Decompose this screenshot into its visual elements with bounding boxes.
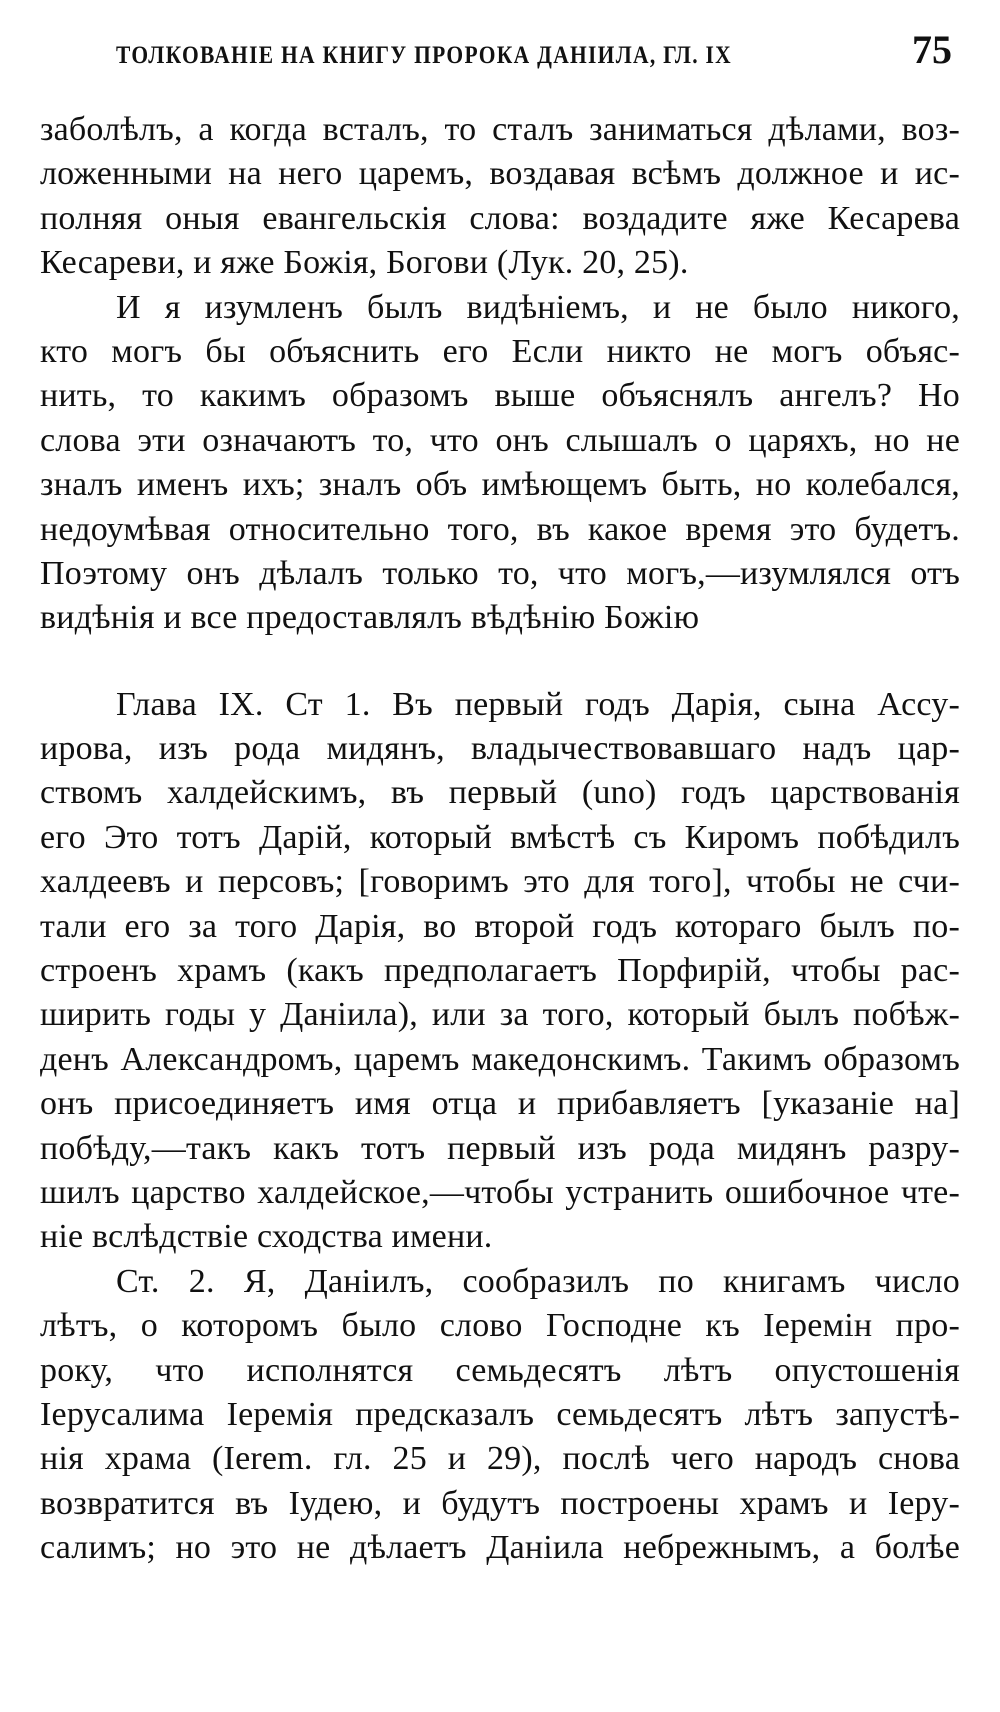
- text-line: салимъ; но это не дѣлаетъ Даніила небрежнымъ, а болѣе: [40, 1529, 960, 1567]
- text-line: заболѣлъ, а когда всталъ, то сталъ заниматься дѣлами, воз-: [40, 111, 960, 148]
- text-line: халдеевъ и персовъ; [говоримъ это для того], чтобы не счи-: [40, 863, 960, 901]
- text-line: полняя оныя евангельскія слова: воздадите яже Кесарева: [40, 199, 960, 237]
- text-line: денъ Александромъ, царемъ македонскимъ. Такимъ образомъ: [40, 1040, 960, 1078]
- text-line: И я изумленъ былъ видѣніемъ, и не было никого,: [116, 288, 960, 326]
- text-line: нія храма (Ierem. гл. 25 и 29), послѣ чего народъ снова: [40, 1440, 960, 1478]
- text-line: Поэтому онъ дѣлалъ только то, что могъ,—изумлялся отъ: [40, 554, 960, 592]
- text-line: Іерусалима Іеремія предсказалъ семьдесятъ лѣтъ запустѣ-: [40, 1395, 960, 1433]
- paragraph: [40, 286, 960, 641]
- text-line: лѣтъ, о которомъ было слово Господне къ Іеремін про-: [40, 1307, 960, 1345]
- text-line: Глава IX. Ст 1. Въ первый годъ Дарія, сына Ассу-: [116, 685, 960, 723]
- text-line: слова эти означаютъ то, что онъ слышалъ о царяхъ, но не: [40, 421, 960, 459]
- text-line: ствомъ халдейскимъ, въ первый (uno) годъ царствованія: [40, 774, 960, 812]
- text-line: Ст. 2. Я, Даніилъ, сообразилъ по книгамъ число: [116, 1262, 960, 1300]
- text-line: нить, то какимъ образомъ выше объяснялъ ангелъ? Но: [40, 377, 960, 415]
- body-text: [40, 108, 960, 1571]
- text-line: ирова, изъ рода мидянъ, владычествовавшаго надъ цар-: [40, 730, 960, 768]
- text-line: тали его за того Дарія, во второй годъ котораго былъ по-: [40, 907, 960, 945]
- paragraph: [40, 108, 960, 286]
- paragraph: [40, 683, 960, 1260]
- text-line: ніе вслѣдствіе сходства имени.: [40, 1218, 493, 1256]
- running-title: ТОЛКОВАНІЕ НА КНИГУ ПРОРОКА ДАНІИЛА, ГЛ. IX: [116, 42, 733, 69]
- text-line: строенъ храмъ (какъ предполагаетъ Порфирій, чтобы рас-: [40, 952, 960, 990]
- page-number: 75: [912, 27, 952, 72]
- text-line: его Это тотъ Дарій, который вмѣстѣ съ Киромъ побѣдилъ: [40, 818, 960, 856]
- running-header: [40, 27, 960, 76]
- text-line: кто могъ бы объяснить его Если никто не могъ объяс-: [40, 332, 960, 370]
- paragraph: [40, 1260, 960, 1571]
- text-line: ложенными на него царемъ, воздавая всѣмъ должное и ис-: [40, 155, 960, 193]
- text-line: ширить годы у Даніила), или за того, который былъ побѣж-: [40, 996, 960, 1034]
- text-line: видѣнія и все предоставлялъ вѣдѣнію Божію: [40, 599, 700, 637]
- text-line: зналъ именъ ихъ; зналъ объ имѣющемъ быть, но колебался,: [40, 466, 960, 504]
- text-line: Кесареви, и яже Божія, Богови (Лук. 20, 25).: [40, 244, 689, 282]
- text-line: онъ присоединяетъ имя отца и прибавляетъ [указаніе на]: [40, 1085, 960, 1123]
- text-line: року, что исполнятся семьдесятъ лѣтъ опустошенія: [40, 1351, 960, 1389]
- paragraph-gap: [40, 641, 960, 683]
- text-line: недоумѣвая относительно того, въ какое время это будетъ.: [40, 510, 960, 548]
- text-line: возвратится въ Іудею, и будутъ построены храмъ и Іеру-: [40, 1484, 960, 1522]
- text-line: шилъ царство халдейское,—чтобы устранить ошибочное чте-: [40, 1173, 960, 1211]
- text-line: побѣду,—такъ какъ тотъ первый изъ рода мидянъ разру-: [40, 1129, 960, 1167]
